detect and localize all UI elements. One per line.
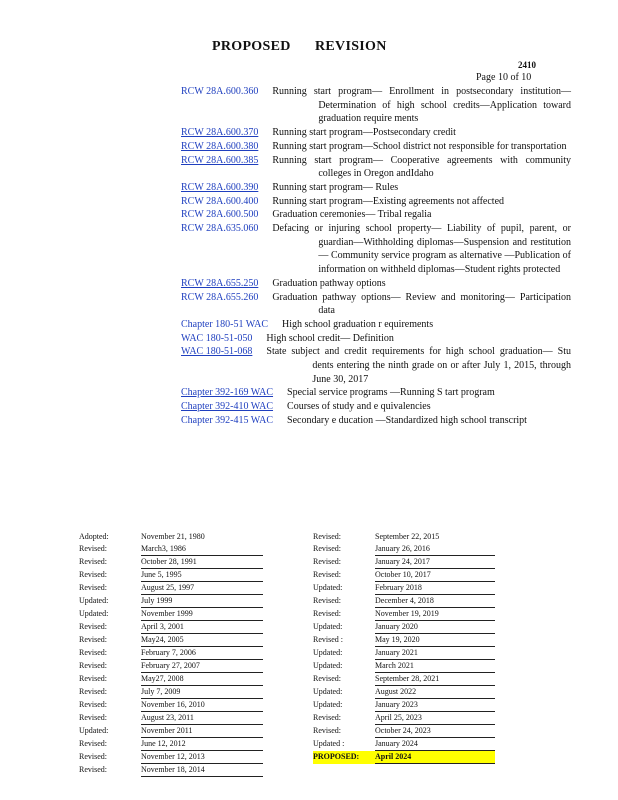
history-row: [79, 634, 263, 647]
history-label: Revised:: [79, 765, 107, 774]
history-date: July 1999: [141, 595, 263, 608]
history-label: Revised:: [313, 596, 341, 605]
reference-row: [0, 181, 571, 195]
reference-link[interactable]: RCW 28A.600.385: [181, 154, 259, 166]
reference-description: Running start program— Cooperative agreements with community colleges in Oregon andIdaho: [272, 154, 571, 180]
history-label: Revised:: [79, 570, 107, 579]
reference-description: Courses of study and e quivalencies: [287, 401, 431, 413]
history-date: June 12, 2012: [141, 738, 263, 751]
history-date: October 28, 1991: [141, 556, 263, 569]
history-row: [313, 738, 495, 751]
policy-number: 2410: [518, 60, 536, 70]
history-row: [79, 608, 263, 621]
history-date: June 5, 1995: [141, 569, 263, 582]
reference-row: [0, 222, 571, 277]
history-row: [313, 595, 495, 608]
history-row: [313, 712, 495, 725]
history-date: July 7, 2009: [141, 686, 263, 699]
reference-description: Special service programs —Running S tart program: [287, 387, 495, 399]
reference-link[interactable]: RCW 28A.635.060: [181, 223, 259, 235]
history-date: January 24, 2017: [375, 556, 495, 569]
reference-description: Running start program—School district not responsible for transportation: [272, 140, 567, 152]
history-label: Revised:: [79, 739, 107, 748]
history-row: [313, 673, 495, 686]
history-label: Revised:: [313, 713, 341, 722]
reference-row: [0, 386, 571, 400]
history-date: November 16, 2010: [141, 699, 263, 712]
history-date: November 21, 1980: [141, 532, 205, 541]
history-right-column: [313, 531, 495, 764]
history-date: November 1999: [141, 608, 263, 621]
history-date: January 26, 2016: [375, 543, 495, 556]
history-row: [313, 543, 495, 556]
history-label: Updated :: [313, 739, 345, 748]
history-label: Revised:: [313, 570, 341, 579]
page-number: Page 10 of 10: [476, 72, 532, 83]
history-date: February 27, 2007: [141, 660, 263, 673]
reference-link[interactable]: RCW 28A.600.400: [181, 195, 259, 207]
history-row: [313, 634, 495, 647]
reference-description: High school credit— Definition: [266, 332, 394, 344]
history-label: Updated:: [79, 726, 109, 735]
history-row: [313, 582, 495, 595]
history-label: Updated:: [313, 700, 343, 709]
reference-row: [0, 208, 571, 222]
history-row: [313, 531, 495, 543]
title-revision: REVISION: [315, 39, 387, 54]
history-label: Updated:: [313, 622, 343, 631]
reference-row: [0, 277, 571, 291]
history-date: May24, 2005: [141, 634, 263, 647]
history-date: September 22, 2015: [375, 532, 440, 541]
history-label: Updated:: [79, 596, 109, 605]
history-row: [313, 686, 495, 699]
history-row: [313, 556, 495, 569]
reference-row: [0, 140, 571, 154]
reference-link[interactable]: RCW 28A.600.380: [181, 140, 259, 152]
reference-row: [0, 126, 571, 140]
reference-link[interactable]: Chapter 392-169 WAC: [181, 387, 274, 399]
history-label: Revised:: [79, 661, 107, 670]
history-row: [313, 647, 495, 660]
reference-description: Graduation ceremonies— Tribal regalia: [272, 209, 432, 221]
history-date: November 12, 2013: [141, 751, 263, 764]
history-date: October 24, 2023: [375, 725, 495, 738]
history-row: [79, 543, 263, 556]
history-label: Adopted:: [79, 532, 109, 541]
reference-row: [0, 195, 571, 209]
history-label: Revised:: [79, 752, 107, 761]
history-row: [79, 621, 263, 634]
history-row: [313, 608, 495, 621]
history-label: Updated:: [313, 648, 343, 657]
history-date: August 25, 1997: [141, 582, 263, 595]
history-date: December 4, 2018: [375, 595, 495, 608]
proposed-label: PROPOSED:: [313, 751, 375, 764]
history-date: January 2023: [375, 699, 495, 712]
reference-description: Running start program— Rules: [272, 181, 399, 193]
history-row: [313, 725, 495, 738]
reference-description: Secondary e ducation —Standardized high school transcript: [287, 414, 527, 426]
history-date: May 19, 2020: [375, 634, 495, 647]
reference-link[interactable]: WAC 180-51-050: [181, 332, 253, 344]
history-row: [79, 712, 263, 725]
history-date: April 25, 2023: [375, 712, 495, 725]
history-date: February 7, 2006: [141, 647, 263, 660]
history-label: Updated:: [79, 609, 109, 618]
history-label: Revised :: [313, 635, 343, 644]
history-label: Revised:: [313, 532, 341, 541]
history-label: Revised:: [79, 713, 107, 722]
history-date: May27, 2008: [141, 673, 263, 686]
history-label: Revised:: [79, 557, 107, 566]
history-label: Revised:: [79, 687, 107, 696]
reference-description: Graduation pathway options: [272, 277, 386, 289]
reference-description: Defacing or injuring school property— Liability of pupil, parent, or guardian—Withholding diplomas—Suspension and restitution— Community service program as alternative —Publication of information on withheld diplomas—Student rights protected: [272, 223, 571, 276]
history-label: Revised:: [79, 648, 107, 657]
history-row: [313, 699, 495, 712]
history-date: February 2018: [375, 582, 495, 595]
reference-link[interactable]: RCW 28A.655.260: [181, 291, 259, 303]
reference-link[interactable]: RCW 28A.600.390: [181, 181, 259, 193]
history-row: [79, 660, 263, 673]
reference-row: [0, 332, 571, 346]
history-date: January 2024: [375, 738, 495, 751]
reference-link[interactable]: RCW 28A.600.370: [181, 127, 259, 139]
history-label: Revised:: [79, 544, 107, 553]
history-label: Revised:: [313, 674, 341, 683]
history-date: November 19, 2019: [375, 608, 495, 621]
history-row: [79, 738, 263, 751]
history-label: Revised:: [313, 557, 341, 566]
history-date: August 23, 2011: [141, 712, 263, 725]
reference-description: High school graduation r equirements: [282, 318, 434, 330]
history-label: Updated:: [313, 661, 343, 670]
history-date: August 2022: [375, 686, 495, 699]
reference-row: [0, 414, 571, 428]
history-row: [79, 531, 263, 543]
history-label: Revised:: [79, 622, 107, 631]
history-row: [79, 686, 263, 699]
reference-description: Running start program—Existing agreements not affected: [272, 195, 505, 207]
history-row: [79, 556, 263, 569]
history-date: March 2021: [375, 660, 495, 673]
reference-row: [0, 400, 571, 414]
reference-row: [0, 291, 571, 318]
history-row: [79, 647, 263, 660]
history-row: [79, 699, 263, 712]
history-row: [313, 621, 495, 634]
reference-link[interactable]: RCW 28A.600.360: [181, 86, 259, 97]
history-date: January 2021: [375, 647, 495, 660]
history-date: October 10, 2017: [375, 569, 495, 582]
history-left-column: [79, 531, 263, 777]
reference-link[interactable]: WAC 180-51-068: [181, 346, 253, 358]
history-date: November 18, 2014: [141, 764, 263, 777]
history-date: January 2020: [375, 621, 495, 634]
history-row: [79, 569, 263, 582]
history-label: Updated:: [313, 687, 343, 696]
history-row: [313, 660, 495, 673]
reference-description: Graduation pathway options— Review and monitoring— Participation data: [272, 291, 571, 317]
reference-link[interactable]: Chapter 180-51 WAC: [181, 318, 269, 330]
history-label: Revised:: [313, 726, 341, 735]
history-row: [79, 673, 263, 686]
history-date: September 28, 2021: [375, 673, 495, 686]
reference-link[interactable]: Chapter 392-410 WAC: [181, 401, 274, 413]
history-row-proposed: [313, 751, 495, 764]
history-row: [79, 582, 263, 595]
history-label: Revised:: [79, 583, 107, 592]
history-label: Revised:: [313, 544, 341, 553]
reference-row: [0, 345, 571, 386]
reference-link[interactable]: RCW 28A.600.500: [181, 209, 259, 221]
history-row: [79, 751, 263, 764]
history-date: April 3, 2001: [141, 621, 263, 634]
legal-references: [0, 85, 618, 428]
reference-link[interactable]: RCW 28A.655.250: [181, 277, 259, 289]
history-label: Revised:: [79, 674, 107, 683]
reference-row: [0, 85, 571, 126]
history-row: [79, 595, 263, 608]
history-row: [313, 569, 495, 582]
reference-description: State subject and credit requirements for high school graduation— Stu dents entering the ninth grade on or after July 1, 2015, through June 30, 2017: [266, 346, 571, 385]
proposed-date: April 2024: [375, 751, 495, 764]
history-date: March3, 1986: [141, 543, 263, 556]
reference-row: [0, 318, 571, 332]
history-label: Updated:: [313, 583, 343, 592]
reference-description: Running start program—Postsecondary credit: [272, 127, 456, 139]
reference-row: [0, 154, 571, 181]
history-label: Revised:: [313, 609, 341, 618]
history-row: [79, 764, 263, 777]
reference-description: Running start program— Enrollment in postsecondary institution—Determination of high school credits—Application toward graduation require ments: [272, 86, 571, 125]
history-label: Revised:: [79, 700, 107, 709]
reference-link[interactable]: Chapter 392-415 WAC: [181, 414, 274, 426]
history-date: November 2011: [141, 725, 263, 738]
history-label: Revised:: [79, 635, 107, 644]
history-row: [79, 725, 263, 738]
title-proposed: PROPOSED: [212, 39, 291, 54]
